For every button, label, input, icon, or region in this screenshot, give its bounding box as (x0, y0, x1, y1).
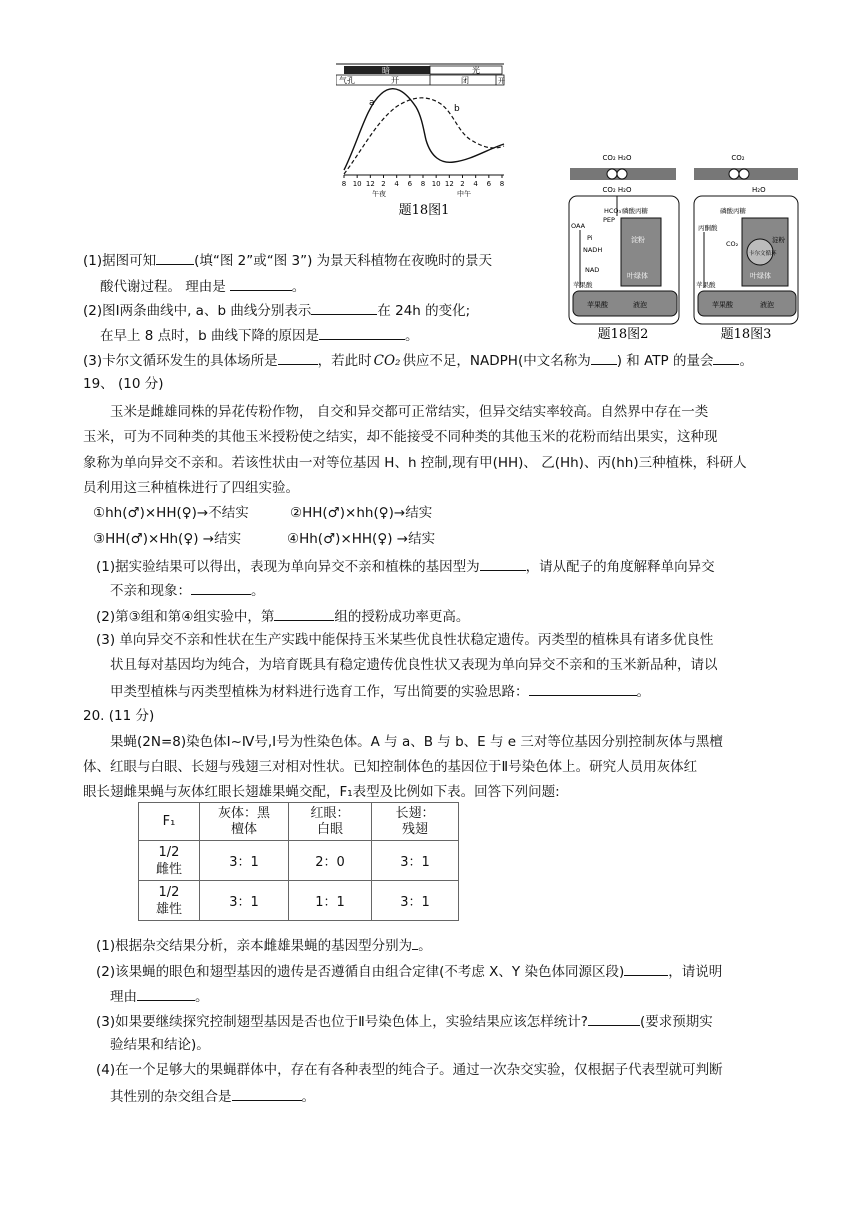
q19-s1-text-b: ，请从配子的角度解释单向异交 (525, 559, 715, 575)
q18-p1-text-d: 。 (291, 279, 306, 295)
q19-s1-blank-2[interactable] (191, 580, 251, 595)
curve-a (344, 89, 504, 170)
q19-exp-1: ①hh(♂)×HH(♀)→不结实 (93, 505, 249, 521)
q18-p2-blank-1[interactable] (311, 300, 377, 315)
q20-header: 20. (11 分) (83, 708, 155, 724)
curve-b-label: b (454, 104, 460, 114)
row-male-sex: 雄性 (155, 901, 182, 917)
q20-sub2 (96, 961, 722, 981)
fig3-label-8: 液泡 (760, 301, 774, 309)
q19-intro-4: 员利用这三种植株进行了四组实验。 (83, 480, 299, 496)
q20-s2-text-b: ，请说明 (668, 964, 723, 980)
dark-label: 暗 (382, 66, 390, 75)
q20-s2-text-a: (2)该果蝇的眼色和翅型基因的遗传是否遵循自由组合定律(不考虑 X、Y 染色体同源区段) (96, 964, 625, 980)
x-tick-label: 10 (352, 180, 362, 188)
q19-intro-1: 玉米是雌雄同株的异花传粉作物， 自交和异交都可正常结实，但异交结实率较高。自然界中存在一类 (110, 404, 709, 420)
fig2-label-10: 苹果酸 (587, 301, 608, 309)
fig3-label-0: 磷酸丙糖 (720, 207, 746, 215)
fig3-gas-bottom: H₂O (752, 186, 766, 194)
q18-p3-text-d: ) 和 ATP 的量会 (616, 353, 714, 369)
fig2-label-0: HCO₃⁻ (604, 207, 625, 215)
q20-s2-blank-2[interactable] (137, 986, 195, 1001)
q18-p1-reason-blank[interactable] (230, 276, 292, 291)
fig2-gas-bottom: CO₂ H₂O (602, 186, 632, 194)
x-tick-label: 8 (499, 180, 505, 188)
header-body-1: 灰体：黑 (217, 805, 270, 821)
x-tick-label: 10 (431, 180, 441, 188)
q20-sub1 (96, 935, 432, 955)
fig3-label-1: 丙酮酸 (698, 224, 718, 232)
q18-p3-blank-1[interactable] (278, 350, 318, 365)
q20-s2-text-c: 理由 (110, 989, 137, 1005)
fig3-label-4: 卡尔文循环 (749, 251, 777, 257)
stomata-closed: 闭 (461, 76, 469, 85)
fig2-label-11: 液泡 (633, 301, 647, 309)
q18-p1-text-a: (1)据图可知 (83, 253, 157, 269)
q20-s3-text-b: (要求预期实 (639, 1014, 713, 1030)
q20-sub3 (96, 1011, 713, 1031)
table-row (139, 841, 459, 881)
cell-female-body: 3：1 (200, 841, 289, 881)
q19-intro-3: 象称为单向异交不亲和。若该性状由一对等位基因 H、h 控制,现有甲(HH)、 乙(Hh)、丙(hh)三种植株，科研人 (83, 455, 747, 471)
q19-sub2 (96, 606, 469, 626)
q19-s3-blank[interactable] (529, 681, 637, 696)
x-tick-label: 4 (394, 180, 399, 188)
q18-p3-text-e: 。 (739, 353, 753, 369)
q20-intro-1: 果蝇(2N=8)染色体Ⅰ~Ⅳ号,Ⅰ号为性染色体。A 与 a、B 与 b、E 与 e 三对等位基因分别控制灰体与黑檀 (110, 734, 723, 750)
fig2-gas-top: CO₂ H₂O (602, 154, 632, 162)
q20-s1-end: 。 (418, 938, 432, 954)
fig2-label-1: PEP (603, 216, 615, 224)
q18-part1 (83, 250, 492, 270)
q19-s2-text-a: (2)第③组和第④组实验中，第 (96, 609, 275, 625)
noon-label: 中午 (457, 190, 471, 198)
q18-p2-text-b: 在 24h 的变化; (377, 303, 471, 319)
figure-1-chart (336, 62, 508, 222)
q20-sub4: (4)在一个足够大的果蝇群体中，存在有各种表型的纯合子。通过一次杂交实验，仅根据子代表型就可判断 (96, 1062, 723, 1078)
q18-p3-text-b: ，若此时 (317, 353, 372, 369)
f1-phenotype-table (138, 802, 459, 921)
q20-s1-text: (1)根据杂交结果分析，亲本雌雄果蝇的基因型分别为 (96, 938, 413, 954)
x-tick-label: 8 (341, 180, 347, 188)
q19-s1-text-d: 。 (251, 583, 265, 599)
q18-part3 (83, 350, 753, 370)
q20-s4-blank[interactable] (232, 1086, 302, 1101)
q19-s2-blank[interactable] (274, 606, 334, 621)
cell-male-wing: 3：1 (372, 881, 459, 921)
q18-p1-text-b: (填“图 2”或“图 3”) 为景天科植物在夜晚时的景天 (194, 253, 493, 269)
q20-s4-text-c: 。 (301, 1089, 315, 1105)
q20-s2-text-d: 。 (195, 989, 209, 1005)
x-tick-label: 4 (473, 180, 478, 188)
q19-sub1 (96, 556, 715, 576)
x-tick-label: 12 (365, 180, 375, 188)
q20-intro-2: 体、红眼与白眼、长翅与残翅三对相对性状。已知控制体色的基因位于Ⅱ号染色体上。研究人员用灰体红 (83, 759, 698, 775)
x-tick-labels (342, 175, 504, 188)
q18-p3-co2: CO₂ (373, 353, 401, 369)
row-female-sex: 雌性 (155, 861, 182, 877)
header-eye-1: 红眼： (310, 805, 350, 821)
q20-intro-3: 眼长翅雌果蝇与灰体红眼长翅雄果蝇交配，F₁表型及比例如下表。回答下列问题: (83, 784, 560, 800)
figure-1 (336, 62, 508, 222)
q19-sub3-3 (110, 681, 650, 701)
q19-intro-2: 玉米，可为不同种类的其他玉米授粉使之结实，却不能接受不同种类的其他玉米的花粉而结出果实，这种现 (83, 429, 718, 445)
table-header-wing (372, 803, 459, 841)
row-label-male (139, 881, 200, 921)
q19-exp-3: ③HH(♂)×Hh(♀) →结实 (93, 531, 242, 547)
cell-female-wing: 3：1 (372, 841, 459, 881)
fig3-label-5: 叶绿体 (750, 272, 771, 280)
header-wing-2: 残翅 (401, 821, 428, 837)
q18-p3-text-a: (3)卡尔文循环发生的具体场所是 (83, 353, 278, 369)
figure-3-caption: 题18图3 (720, 327, 772, 342)
cell-male-eye: 1：1 (289, 881, 372, 921)
q19-exp-4: ④Hh(♂)×HH(♀) →结实 (287, 531, 436, 547)
table-header-body (200, 803, 289, 841)
x-tick-label: 12 (444, 180, 454, 188)
q20-sub3-cont: 验结果和结论)。 (110, 1037, 210, 1053)
q18-p3-text-c: 供应不足，NADPH(中文名称为 (402, 353, 591, 369)
q18-p3-blank-3[interactable] (713, 350, 739, 365)
x-tick-label: 6 (407, 180, 413, 188)
x-tick-label: 2 (460, 180, 465, 188)
q18-p2-text-c: 在早上 8 点时，b 曲线下降的原因是 (100, 328, 320, 344)
fig2-label-7: 淀粉 (631, 236, 645, 244)
fig3-label-3: 淀粉 (772, 236, 785, 244)
fig3-label-7: 苹果酸 (712, 301, 733, 309)
q18-part1-cont (100, 276, 305, 296)
q18-part2 (83, 300, 470, 320)
figure-2-caption: 题18图2 (597, 327, 649, 342)
fig2-label-6: NAD (585, 266, 600, 274)
header-wing-1: 长翅： (395, 805, 435, 821)
q18-p2-text-a: (2)图Ⅰ两条曲线中, a、b 曲线分别表示 (83, 303, 312, 319)
fig3-gas-top: CO₂ (731, 154, 745, 162)
row-male-fraction: 1/2 (158, 884, 180, 900)
q18-p1-answer-blank[interactable] (156, 250, 194, 265)
q19-sub3-1: (3) 单向异交不亲和性状在生产实践中能保持玉米某些优良性状稳定遗传。丙类型的植株具有诸多优良性 (96, 632, 714, 648)
q19-s2-text-b: 组的授粉成功率更高。 (334, 609, 470, 625)
stomata-label: 气孔 (339, 76, 355, 85)
figure-2 (565, 150, 682, 345)
q19-sub1-cont (110, 580, 265, 600)
light-label: 光 (472, 66, 480, 75)
fig3-label-2: CO₂ (726, 240, 739, 248)
q19-sub3-2: 状且每对基因均为纯合，为培育既具有稳定遗传优良性状又表现为单向异交不亲和的玉米新品种，请以 (110, 657, 718, 673)
q20-sub4-cont (110, 1086, 315, 1106)
table-header-eye (289, 803, 372, 841)
q19-s3-text-d: 。 (636, 684, 650, 700)
q20-s2-blank-1[interactable] (624, 961, 668, 976)
table-row (139, 881, 459, 921)
q20-s3-text-a: (3)如果要继续探究控制翅型基因是否也位于Ⅱ号染色体上，实验结果应该怎样统计? (96, 1014, 588, 1030)
fig2-label-9: 苹果酸 (573, 281, 593, 289)
cell-male-body: 3：1 (200, 881, 289, 921)
curve-a-label: a (369, 98, 375, 108)
stomata-open-2: 开 (498, 77, 505, 85)
q20-s3-blank[interactable] (588, 1011, 640, 1026)
q20-sub2-cont (110, 986, 209, 1006)
q19-s1-text-a: (1)据实验结果可以得出，表现为单向异交不亲和植株的基因型为 (96, 559, 480, 575)
q19-exp-2: ②HH(♂)×hh(♀)→结实 (290, 505, 433, 521)
q18-part2-cont (100, 325, 419, 345)
q18-p2-blank-2[interactable] (319, 325, 405, 340)
header-eye-2: 白眼 (316, 821, 343, 837)
q19-header: 19、 (10 分) (83, 376, 164, 392)
fig2-label-5: NADH (583, 246, 603, 254)
figure-1-caption: 题18图1 (398, 203, 450, 218)
stomata-open-1: 开 (391, 76, 399, 85)
fig2-label-8: 叶绿体 (627, 272, 648, 280)
fig2-label-4: Pi (587, 234, 593, 242)
midnight-label: 午夜 (372, 190, 386, 198)
q19-s1-text-c: 不亲和现象： (110, 583, 191, 599)
x-tick-label: 2 (381, 180, 386, 188)
row-female-fraction: 1/2 (158, 844, 180, 860)
row-label-female (139, 841, 200, 881)
q18-p1-text-c: 酸代谢过程。 理由是 (100, 279, 226, 295)
figure-3 (690, 150, 802, 345)
table-corner: F₁ (139, 803, 200, 841)
q18-p2-text-d: 。 (405, 328, 419, 344)
q18-p3-blank-2[interactable] (591, 350, 617, 365)
x-tick-label: 6 (486, 180, 492, 188)
q19-s1-blank-1[interactable] (480, 556, 526, 571)
curve-b (344, 98, 504, 174)
cell-female-eye: 2：0 (289, 841, 372, 881)
q19-s3-text-c: 甲类型植株与丙类型植株为材料进行选育工作，写出简要的实验思路： (110, 684, 529, 700)
fig2-label-2: 磷酸丙糖 (622, 207, 648, 215)
fig3-label-6: 苹果酸 (696, 281, 716, 289)
x-tick-label: 8 (420, 180, 426, 188)
q20-s4-text-b: 其性别的杂交组合是 (110, 1089, 232, 1105)
header-body-2: 檀体 (230, 821, 257, 837)
fig2-label-3: OAA (571, 222, 586, 230)
